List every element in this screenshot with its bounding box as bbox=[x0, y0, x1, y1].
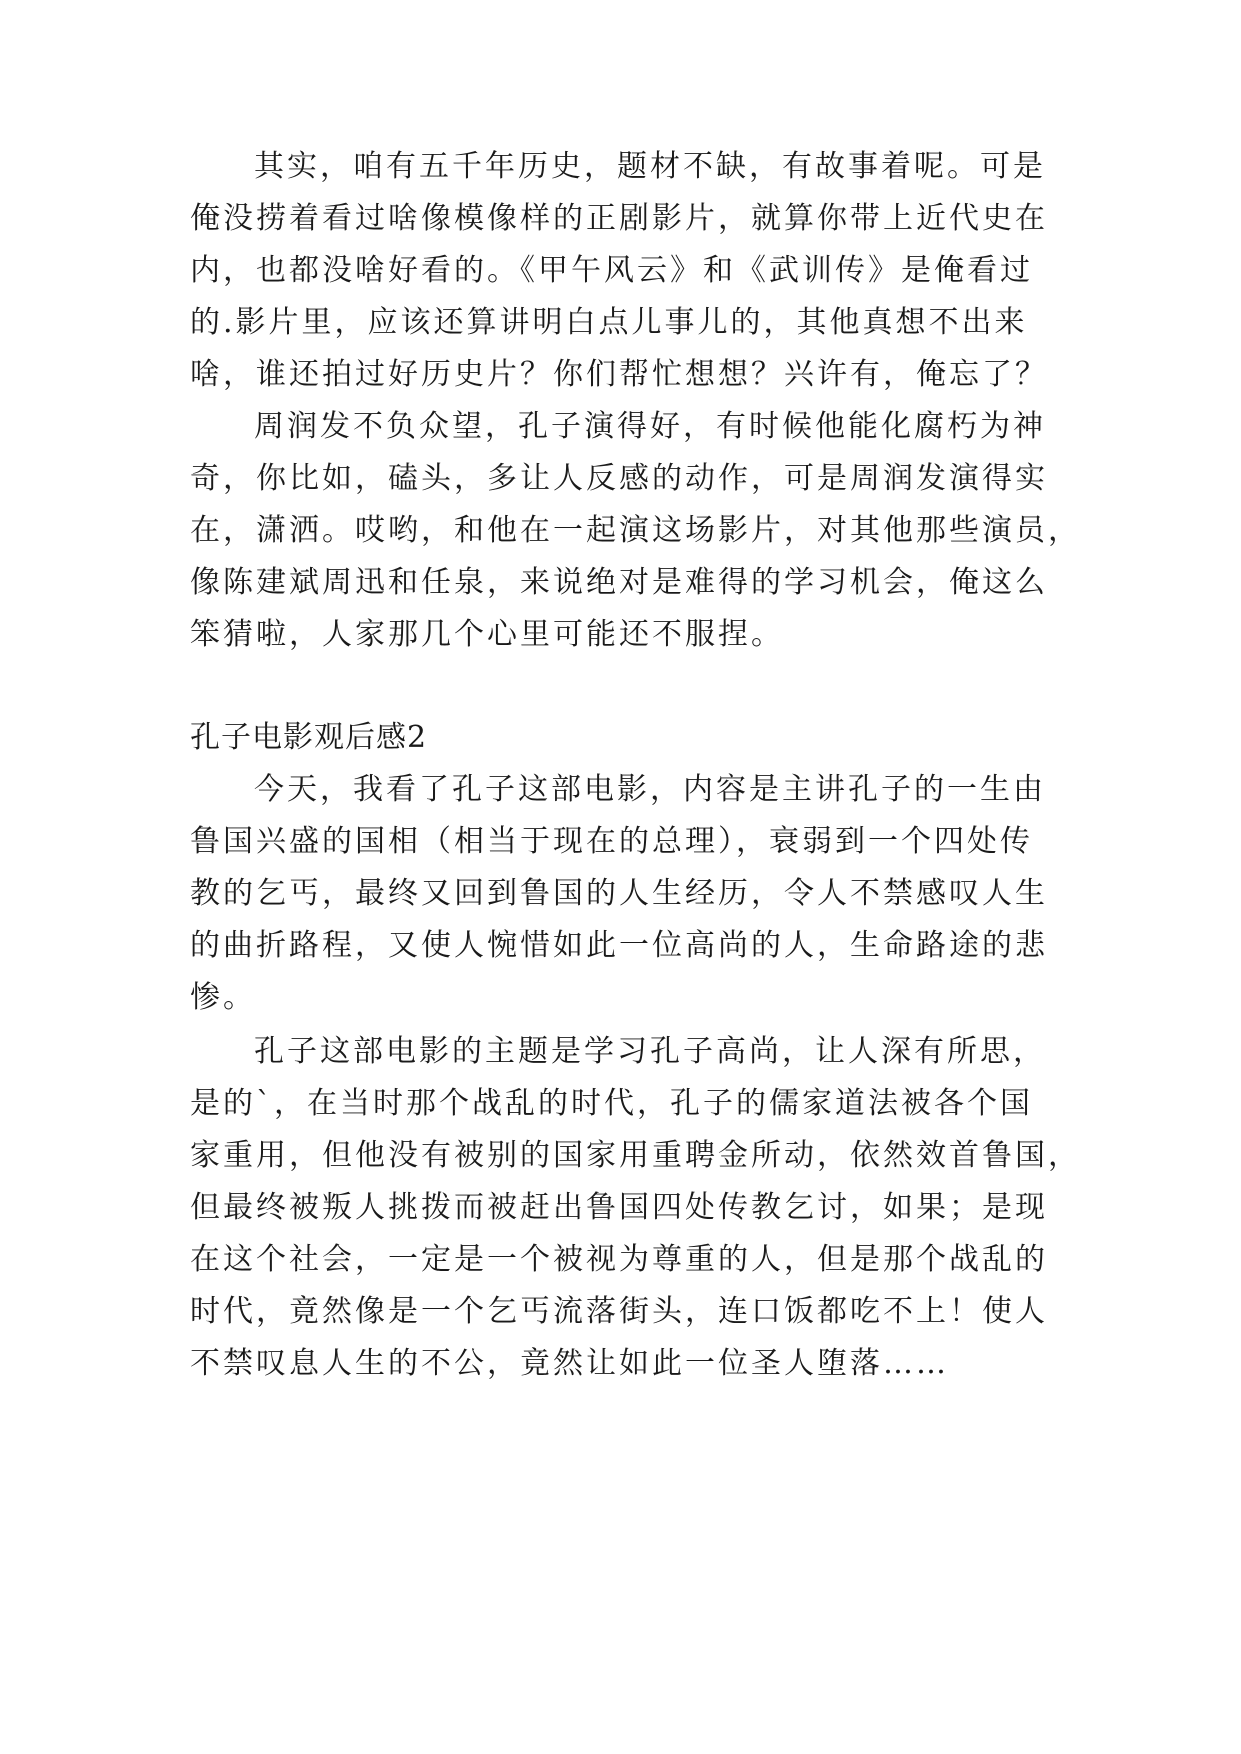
paragraph-line: 的曲折路程，又使人惋惜如此一位高尚的人，生命路途的悲 bbox=[190, 928, 1048, 963]
paragraph-line: 俺没捞着看过啥像模像样的正剧影片，就算你带上近代史在 bbox=[190, 201, 1048, 236]
paragraph-line: 不禁叹息人生的不公，竟然让如此一位圣人堕落…… bbox=[190, 1346, 949, 1381]
paragraph-line: 周润发不负众望，孔子演得好，有时候他能化腐朽为神 bbox=[254, 409, 1046, 444]
paragraph-line: 鲁国兴盛的国相（相当于现在的总理），衰弱到一个四处传 bbox=[190, 824, 1033, 859]
paragraph-line: 奇，你比如，磕头，多让人反感的动作，可是周润发演得实 bbox=[190, 461, 1048, 496]
paragraph-line: 笨猜啦，人家那几个心里可能还不服捏。 bbox=[190, 617, 784, 652]
paragraph-line: 家重用，但他没有被别的国家用重聘金所动，依然效首鲁国， bbox=[190, 1138, 1081, 1173]
paragraph-line: 像陈建斌周迅和任泉，来说绝对是难得的学习机会，俺这么 bbox=[190, 565, 1048, 600]
paragraph-line: 啥，谁还拍过好历史片？你们帮忙想想？兴许有，俺忘了？ bbox=[190, 357, 1048, 392]
paragraph-line: 在，潇洒。哎哟，和他在一起演这场影片，对其他那些演员， bbox=[190, 513, 1081, 548]
paragraph-line: 但最终被叛人挑拨而被赶出鲁国四处传教乞讨，如果；是现 bbox=[190, 1190, 1048, 1225]
paragraph-line: 时代，竟然像是一个乞丐流落街头，连口饭都吃不上！使人 bbox=[190, 1294, 1048, 1329]
paragraph-line: 孔子这部电影的主题是学习孔子高尚，让人深有所思， bbox=[254, 1034, 1046, 1069]
paragraph-line: 其实，咱有五千年历史，题材不缺，有故事着呢。可是 bbox=[254, 149, 1046, 184]
paragraph-line: 惨。 bbox=[190, 980, 256, 1015]
paragraph-line: 今天，我看了孔子这部电影，内容是主讲孔子的一生由 bbox=[254, 772, 1046, 807]
paragraph-line: 在这个社会，一定是一个被视为尊重的人，但是那个战乱的 bbox=[190, 1242, 1048, 1277]
paragraph-line: 的.影片里，应该还算讲明白点儿事儿的，其他真想不出来 bbox=[190, 305, 1028, 340]
paragraph-line: 教的乞丐，最终又回到鲁国的人生经历，令人不禁感叹人生 bbox=[190, 876, 1048, 911]
section-heading: 孔子电影观后感2 bbox=[190, 720, 428, 755]
paragraph-line: 是的`，在当时那个战乱的时代，孔子的儒家道法被各个国 bbox=[190, 1086, 1033, 1121]
paragraph-line: 内，也都没啥好看的。《甲午风云》和《武训传》是俺看过 bbox=[190, 253, 1033, 288]
